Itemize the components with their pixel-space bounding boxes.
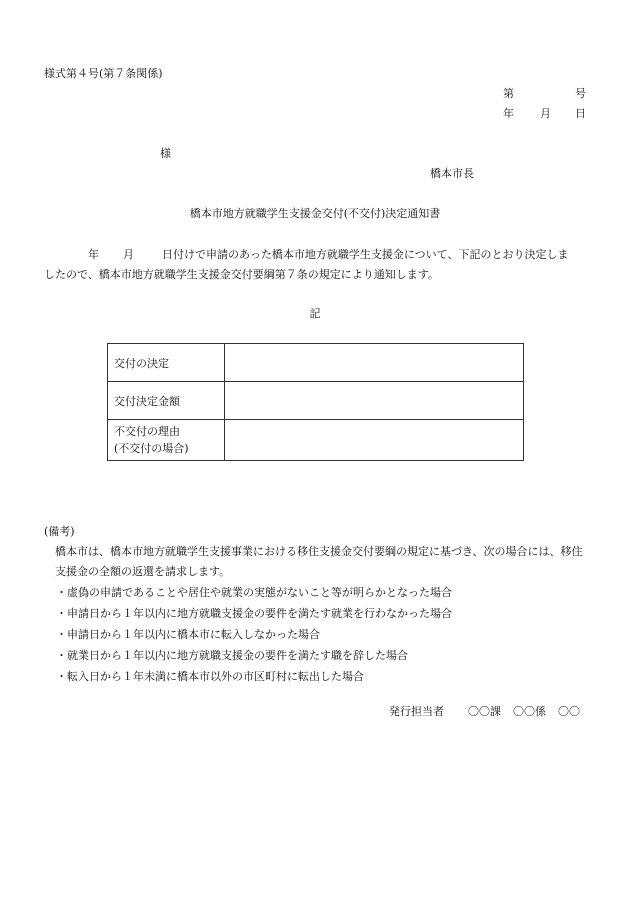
list-item: ・申請日から１年以内に橋本市に転入しなかった場合 <box>56 628 320 641</box>
document-title: 橋本市地方就職学生支援金交付(不交付)決定通知書 <box>189 207 441 220</box>
issuer-name: 〇〇 <box>558 705 580 718</box>
table-row <box>108 382 524 420</box>
body-year: 年 <box>88 248 99 261</box>
remarks-line2: 支援金の全額の返還を請求します。 <box>55 565 231 578</box>
remarks-line1: 橋本市は、橋本市地方就職学生支援事業における移住支援金交付要綱の規定に基づき、次の場合には、移住 <box>55 545 583 558</box>
amount-label: 交付決定金額 <box>108 382 225 420</box>
issuer-label: 発行担当者 <box>389 705 444 718</box>
body-line2: したので、橋本市地方就職学生支援金交付要綱第７条の規定により通知します。 <box>44 268 439 281</box>
table-row <box>108 420 524 461</box>
reason-label <box>108 420 225 461</box>
remarks-list <box>56 582 452 687</box>
amount-value <box>225 382 524 420</box>
body-line1: 日付けで申請のあった橋本市地方就職学生支援金について、下記のとおり決定しま <box>162 248 569 261</box>
decision-label: 交付の決定 <box>108 344 225 382</box>
list-item: ・就業日から１年以内に地方就職支援金の要件を満たす職を辞した場合 <box>56 649 408 662</box>
remarks-body <box>44 542 596 582</box>
remarks-heading: (備考) <box>44 525 75 538</box>
date-month-label: 月 <box>540 107 551 120</box>
list-item: ・転入日から１年未満に橋本市以外の市区町村に転出した場合 <box>56 670 364 683</box>
document-number-suffix: 号 <box>575 87 586 100</box>
addressee-honorific: 様 <box>160 147 171 160</box>
issuer-unit: 〇〇係 <box>513 705 546 718</box>
reason-label-line2: (不交付の場合) <box>114 442 189 455</box>
issuer-line <box>389 706 580 717</box>
decision-value <box>225 344 524 382</box>
ki-heading: 記 <box>309 307 321 320</box>
document-number-prefix: 第 <box>503 87 514 100</box>
reason-label-line1: 不交付の理由 <box>114 425 180 438</box>
date-year-label: 年 <box>503 107 514 120</box>
list-item: ・申請日から１年以内に地方就職支援金の要件を満たす就業を行わなかった場合 <box>56 607 452 620</box>
sender-title: 橋本市長 <box>430 167 474 180</box>
form-number: 様式第４号(第７条関係) <box>44 67 163 80</box>
issuer-section: 〇〇課 <box>468 705 501 718</box>
reason-value <box>225 420 524 461</box>
body-month: 月 <box>123 248 134 261</box>
notice-body <box>44 245 594 285</box>
decision-table <box>107 343 524 461</box>
date-day-label: 日 <box>575 107 586 120</box>
table-row <box>108 344 524 382</box>
list-item: ・虚偽の申請であることや居住や就業の実態がないこと等が明らかとなった場合 <box>56 586 452 599</box>
